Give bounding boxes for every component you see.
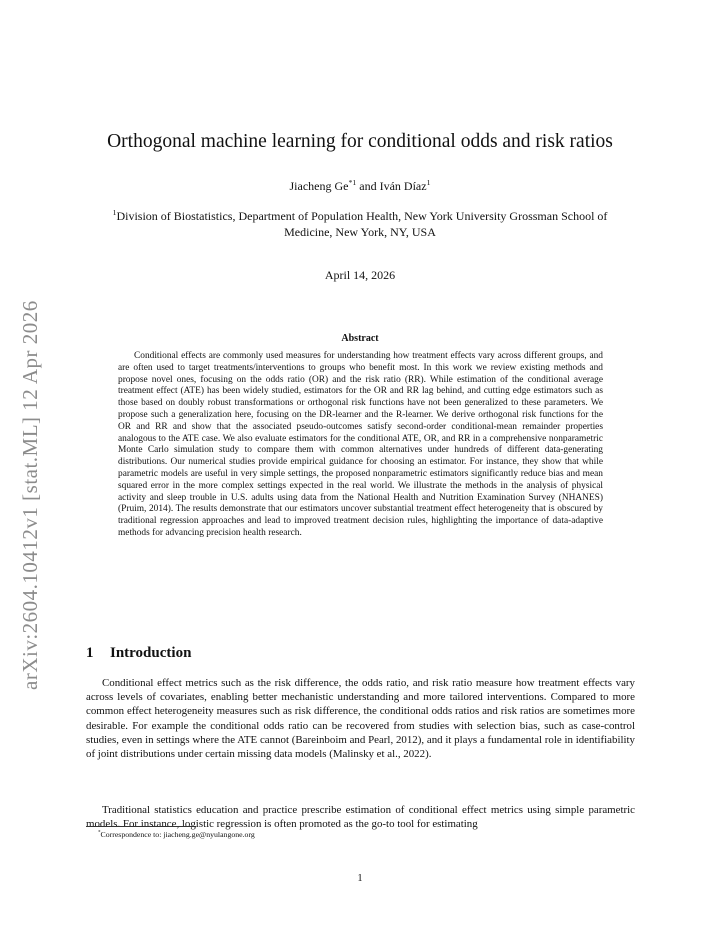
author-joiner: and: [356, 179, 380, 193]
abstract-heading: Abstract: [341, 333, 379, 344]
affiliation-superscript: 1: [112, 208, 117, 217]
body-paragraph: Conditional effect metrics such as the risk difference, the odds ratio, and risk ratio measure how treatment effects vary across levels of covariates, enabling better mechanistic understanding and more tailored interventions. Compared to more common effect heterogeneity measures such as risk difference, the conditional odds ratios and risk ratios are sometimes more desirable. For example the conditional odds ratio can be recovered from studies with selection bias, such as case-control studies, even in settings where the ATE cannot (Bareinboim and Pearl, 2012), and it plays a fundamental role in identifiability of joint distributions under certain missing data models (Malinsky et al., 2022).: [86, 677, 635, 761]
footnote-divider: [86, 826, 196, 827]
arxiv-identifier-stamp: arXiv:2604.10412v1 [stat.ML] 12 Apr 2026: [18, 300, 42, 690]
author-name: Jiacheng Ge: [289, 179, 349, 193]
affiliation: [90, 208, 630, 240]
paper-title: Orthogonal machine learning for conditional odds and risk ratios: [107, 131, 613, 152]
section-number: 1: [86, 645, 94, 661]
paper-date: April 14, 2026: [324, 268, 396, 282]
footnote-mark: *: [98, 829, 101, 836]
footnote-text: Correspondence to: jiacheng.ge@nyulangone.org: [100, 830, 255, 839]
author-superscript: *1: [348, 178, 357, 187]
page-number: 1: [357, 873, 363, 884]
author-line: [0, 179, 720, 194]
author-superscript: 1: [426, 178, 431, 187]
section-title: Introduction: [110, 645, 192, 661]
body-paragraph: Traditional statistics education and practice prescribe estimation of conditional effect metrics using simple parametric models. For instance, logistic regression is often promoted as the go-to tool for estimating: [86, 804, 635, 831]
abstract-text: Conditional effects are commonly used measures for understanding how treatment effects vary across different groups, and are often used to target treatments/interventions to groups who benefit most. In this work we review existing methods and propose novel ones, focusing on the odds ratio (OR) and the risk ratio (RR). While estimation of the conditional average treatment effect (ATE) has been widely studied, estimators for the OR and RR lag behind, and cutting edge estimators such as those based on doubly robust transformations or orthogonal risk functions have not been generalized to these parameters. We propose such a generalization here, focusing on the DR-learner and the R-learner. We derive orthogonal risk functions for the OR and RR and show that the associated pseudo-outcomes satisfy second-order conditional-mean remainder properties analogous to the ATE case. We also evaluate estimators for the conditional ATE, OR, and RR in a comprehensive nonparametric Monte Carlo simulation study to compare them with common alternatives under hundreds of different data-generating distributions. Our numerical studies provide empirical guidance for choosing an estimator. For instance, they show that while parametric models are useful in very simple settings, the proposed nonparametric estimators significantly reduce bias and mean squared error in the more complex settings expected in the real world. We illustrate the methods in the analysis of physical activity and sleep trouble in U.S. adults using data from the National Health and Nutrition Examination Survey (NHANES) (Pruim, 2014). The results demonstrate that our estimators uncover substantial treatment effect heterogeneity that is obscured by traditional regression approaches and lead to improved treatment decision rules, highlighting the importance of data-adaptive methods for advancing precision health research.: [118, 351, 603, 538]
affiliation-text: Division of Biostatistics, Department of Population Health, New York University Grossman School of Medicine, New York, NY, USA: [116, 209, 608, 239]
footnote: [98, 830, 255, 839]
section-heading: [86, 645, 191, 662]
author-name: Iván Díaz: [379, 179, 427, 193]
